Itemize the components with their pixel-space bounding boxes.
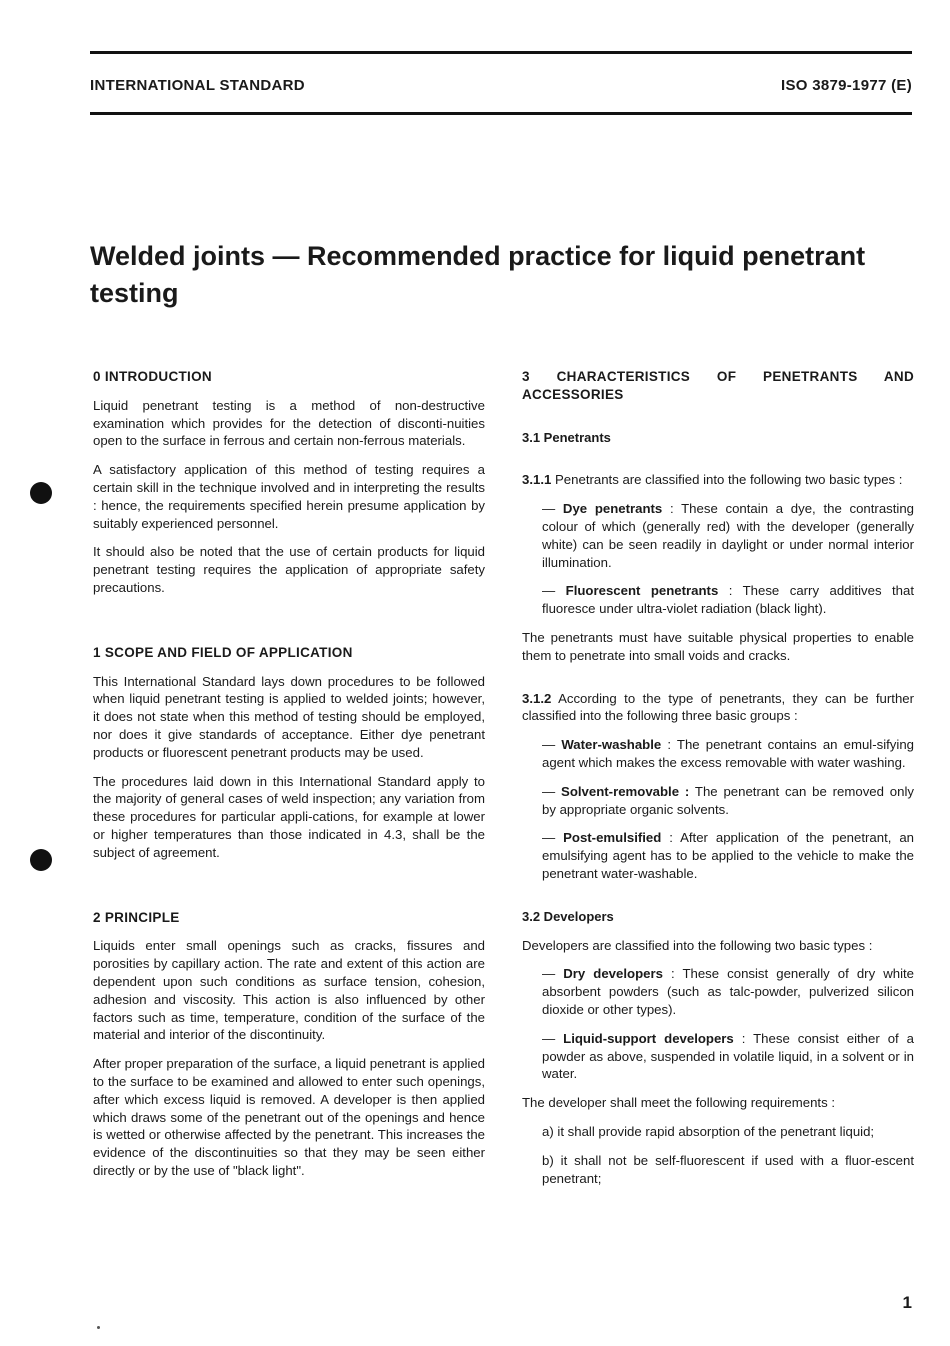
list-item-fluorescent-penetrants (542, 582, 914, 618)
clause-number: 3.1.2 (522, 690, 552, 706)
left-column (93, 368, 485, 1191)
paragraph: Liquid penetrant testing is a method of non-destructive examination which provides for the detection of disconti-nuities open to the surface in ferrous and certain non-ferrous materials. (93, 397, 485, 449)
list-item-post-emulsified (542, 829, 914, 882)
paragraph: It should also be noted that the use of certain products for liquid penetrant testing requires the application of appropriate safety precautions. (93, 544, 485, 595)
section-2-heading: 2 PRINCIPLE (93, 909, 180, 925)
definition: : These contain a dye, the contrasting colour of which (generally red) with the developer (generally white) can be seen readily in daylight or under normal interior illumination. (542, 501, 915, 570)
clause-3-1-1 (522, 471, 914, 489)
header-bottom-rule (90, 112, 912, 115)
page-number: 1 (902, 1293, 912, 1312)
binder-hole-mark (30, 849, 52, 871)
section-1-heading: 1 SCOPE AND FIELD OF APPLICATION (93, 644, 353, 660)
paragraph: The procedures laid down in this International Standard apply to the majority of general cases of weld inspection; any variation from these procedures for particular appli-cations, for example at lower or higher temperatures than those indicated in 4.3, shall be the subject of agreement. (93, 773, 485, 860)
dash: — (542, 737, 562, 753)
clause-text: Penetrants are classified into the following two basic types : (555, 472, 903, 488)
dash: — (542, 1030, 564, 1046)
dash: — (542, 783, 562, 799)
header-standard-number: ISO 3879-1977 (E) (780, 77, 912, 94)
binder-hole-mark (30, 482, 52, 504)
dash: — (542, 966, 564, 982)
paragraph: This International Standard lays down procedures to be followed when liquid penetrant testing is applied to welded joints; however, it does not state when this method of testing should be employed, nor does it give standards of acceptance. Either dye penetrant products or fluorescent penetrant products may be used. (93, 673, 485, 760)
term: Liquid-support developers (563, 1030, 734, 1046)
term: Dye penetrants (562, 501, 663, 517)
dash: — (542, 501, 563, 517)
paragraph: Liquids enter small openings such as cracks, fissures and porosities by capillary action. The rate and extent of this action are dependent upon such conditions as surface tension, cohesion, adhesion and viscosity. This action is also influenced by other factors such as time, temperature, condition of the surface of the material and interior of the discontinuity. (93, 938, 485, 1043)
scan-speck (97, 1326, 100, 1329)
paragraph: The penetrants must have suitable physical properties to enable them to penetrate into small voids and cracks. (522, 629, 914, 663)
clause-3-1-2 (522, 690, 914, 726)
definition: : The penetrant contains an emul-sifying agent which makes the excess removable with water washing. (542, 737, 914, 770)
dash: — (542, 830, 564, 846)
header-top-rule (90, 51, 912, 54)
section-3-1-heading: 3.1 Penetrants (522, 429, 611, 445)
list-item-dye-penetrants (542, 500, 914, 571)
paragraph: The developer shall meet the following requirements : (522, 1095, 836, 1111)
clause-text: According to the type of penetrants, they can be further classified into the following three basic groups : (522, 690, 915, 724)
term: Fluorescent penetrants (565, 583, 719, 599)
list-item-water-washable (542, 736, 914, 772)
definition: The penetrant can be removed only by appropriate organic solvents. (542, 783, 914, 817)
clause-number: 3.1.1 (522, 472, 552, 488)
term: Water-washable (561, 737, 662, 753)
document-title: Welded joints — Recommended practice for liquid penetrant testing (90, 241, 866, 308)
list-item-dry-developers (542, 965, 914, 1018)
section-3-heading: 3 CHARACTERISTICS OF PENETRANTS AND ACCESSORIES (522, 369, 914, 402)
list-item-liquid-support-developers (542, 1030, 914, 1083)
term: Dry developers (563, 966, 663, 982)
definition: : These consist generally of dry white absorbent powders (such as talc-powder, pulverized silicon dioxide or other types). (542, 966, 914, 1017)
section-3-2-heading: 3.2 Developers (522, 908, 614, 924)
right-column (522, 368, 914, 1198)
paragraph: A satisfactory application of this method of testing requires a certain skill in the technique involved and in interpreting the results : hence, the requirements specified herein presume application by suitably experienced personnel. (93, 462, 485, 531)
paragraph: Developers are classified into the following two basic types : (522, 937, 873, 953)
list-item-solvent-removable (542, 783, 914, 819)
definition: : These carry additives that fluoresce under ultra-violet radiation (black light). (542, 583, 914, 617)
section-0-heading: 0 INTRODUCTION (93, 369, 212, 384)
requirement-a: a) it shall provide rapid absorption of the penetrant liquid; (542, 1123, 875, 1139)
definition: : After application of the penetrant, an emulsifying agent has to be applied to the vehicle to make the penetrant water-washable. (542, 830, 914, 881)
definition: : These consist either of a powder as above, suspended in volatile liquid, in a solvent or in water. (542, 1030, 914, 1082)
term: Post-emulsified (563, 830, 662, 846)
requirement-b: b) it shall not be self-fluorescent if used with a fluor-escent penetrant; (542, 1152, 914, 1186)
dash: — (542, 583, 566, 599)
paragraph: After proper preparation of the surface, a liquid penetrant is applied to the surface to be examined and allowed to enter such openings, after which excess liquid is removed. A developer is then applied which draws some of the penetrant out of the openings and hence is wetted or otherwise affected by the penetrant. This increases the evidence of the discontinuities so that they may be seen either directly or by the use of "black light". (93, 1056, 485, 1178)
term: Solvent-removable : (561, 783, 690, 799)
header-standard-label: INTERNATIONAL STANDARD (90, 77, 305, 94)
